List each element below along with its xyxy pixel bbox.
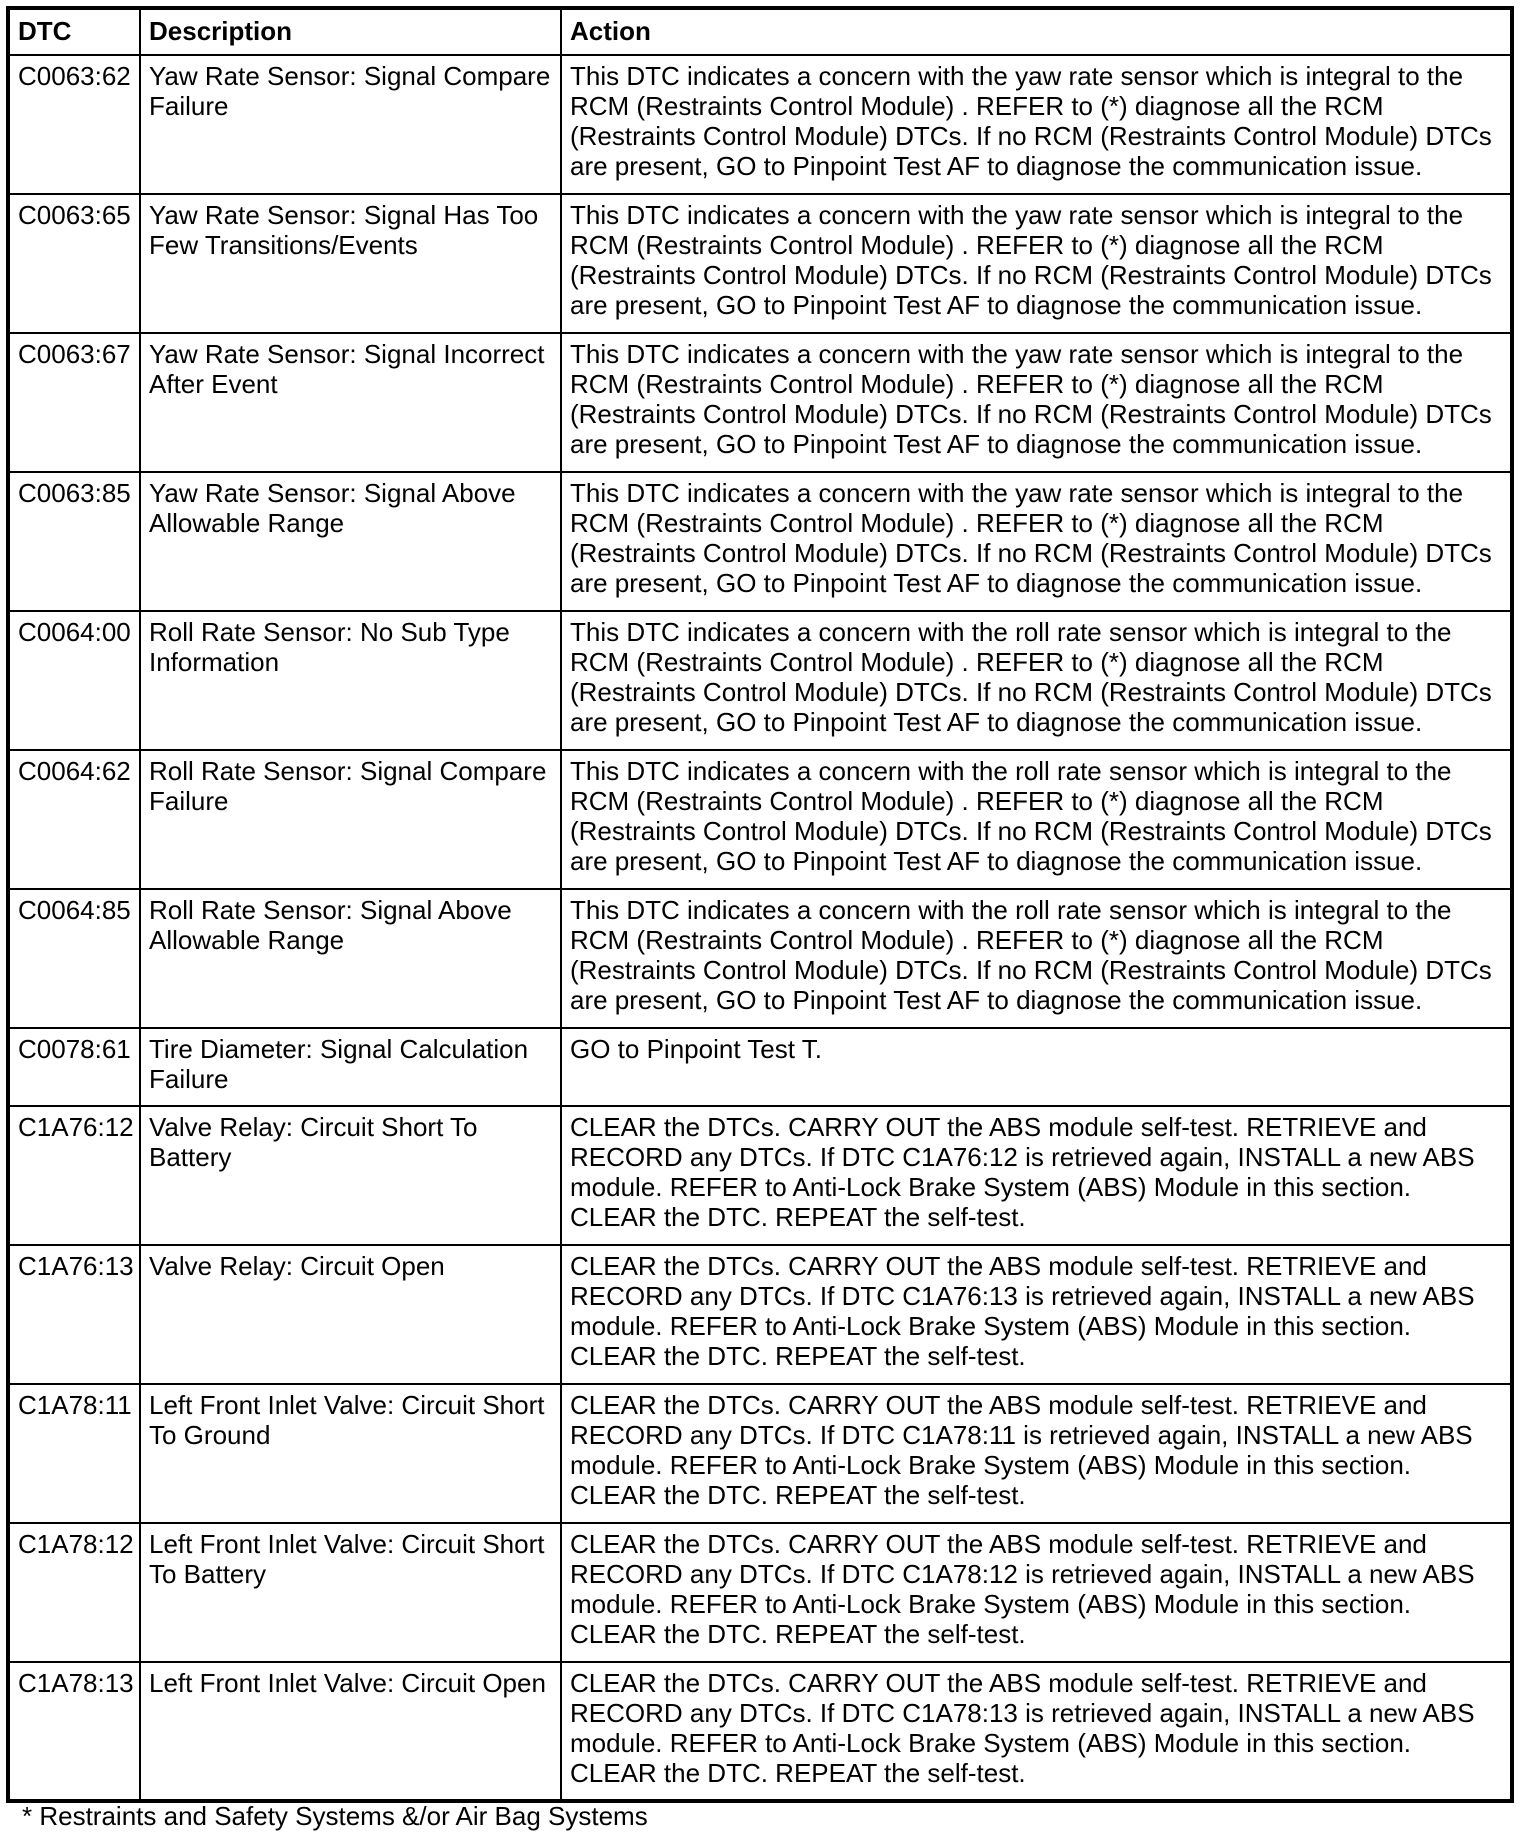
table-row: [8, 1384, 1512, 1523]
action-cell: This DTC indicates a concern with the roll rate sensor which is integral to the RCM (Restraints Control Module) . REFER to (*) diagnose all the RCM (Restraints Control Module) DTCs. If no RCM (Restraints Control Module) DTCs are present, GO to Pinpoint Test AF to diagnose the communication issue.: [561, 750, 1512, 889]
description-cell: Yaw Rate Sensor: Signal Has Too Few Transitions/Events: [140, 194, 561, 333]
description-cell: Left Front Inlet Valve: Circuit Short To Battery: [140, 1523, 561, 1662]
description-cell: Yaw Rate Sensor: Signal Above Allowable Range: [140, 472, 561, 611]
action-cell: CLEAR the DTCs. CARRY OUT the ABS module self-test. RETRIEVE and RECORD any DTCs. If DTC C1A78:12 is retrieved again, INSTALL a new ABS module. REFER to Anti-Lock Brake System (ABS) Module in this section. CLEAR the DTC. REPEAT the self-test.: [561, 1523, 1512, 1662]
description-cell: Tire Diameter: Signal Calculation Failure: [140, 1028, 561, 1106]
action-cell: CLEAR the DTCs. CARRY OUT the ABS module self-test. RETRIEVE and RECORD any DTCs. If DTC C1A76:12 is retrieved again, INSTALL a new ABS module. REFER to Anti-Lock Brake System (ABS) Module in this section. CLEAR the DTC. REPEAT the self-test.: [561, 1106, 1512, 1245]
dtc-code-cell: C1A76:12: [8, 1106, 140, 1245]
action-cell: This DTC indicates a concern with the yaw rate sensor which is integral to the RCM (Restraints Control Module) . REFER to (*) diagnose all the RCM (Restraints Control Module) DTCs. If no RCM (Restraints Control Module) DTCs are present, GO to Pinpoint Test AF to diagnose the communication issue.: [561, 194, 1512, 333]
table-row: [8, 611, 1512, 750]
table-row: [8, 750, 1512, 889]
dtc-code-cell: C0063:67: [8, 333, 140, 472]
action-cell: CLEAR the DTCs. CARRY OUT the ABS module self-test. RETRIEVE and RECORD any DTCs. If DTC C1A76:13 is retrieved again, INSTALL a new ABS module. REFER to Anti-Lock Brake System (ABS) Module in this section. CLEAR the DTC. REPEAT the self-test.: [561, 1245, 1512, 1384]
description-cell: Left Front Inlet Valve: Circuit Open: [140, 1662, 561, 1801]
action-cell: This DTC indicates a concern with the roll rate sensor which is integral to the RCM (Restraints Control Module) . REFER to (*) diagnose all the RCM (Restraints Control Module) DTCs. If no RCM (Restraints Control Module) DTCs are present, GO to Pinpoint Test AF to diagnose the communication issue.: [561, 889, 1512, 1028]
dtc-code-cell: C0063:62: [8, 55, 140, 194]
action-cell: This DTC indicates a concern with the yaw rate sensor which is integral to the RCM (Restraints Control Module) . REFER to (*) diagnose all the RCM (Restraints Control Module) DTCs. If no RCM (Restraints Control Module) DTCs are present, GO to Pinpoint Test AF to diagnose the communication issue.: [561, 333, 1512, 472]
dtc-code-cell: C1A78:11: [8, 1384, 140, 1523]
table-row: [8, 889, 1512, 1028]
table-row: [8, 472, 1512, 611]
dtc-code-cell: C1A76:13: [8, 1245, 140, 1384]
dtc-code-cell: C0063:65: [8, 194, 140, 333]
footnote: * Restraints and Safety Systems &/or Air Bag Systems: [22, 1801, 648, 1831]
header-description: Description: [140, 8, 561, 55]
description-cell: Yaw Rate Sensor: Signal Incorrect After Event: [140, 333, 561, 472]
table-row: [8, 1028, 1512, 1106]
dtc-code-cell: C0064:62: [8, 750, 140, 889]
dtc-table: [6, 6, 1514, 1803]
action-cell: This DTC indicates a concern with the roll rate sensor which is integral to the RCM (Restraints Control Module) . REFER to (*) diagnose all the RCM (Restraints Control Module) DTCs. If no RCM (Restraints Control Module) DTCs are present, GO to Pinpoint Test AF to diagnose the communication issue.: [561, 611, 1512, 750]
table-row: [8, 55, 1512, 194]
description-cell: Roll Rate Sensor: Signal Above Allowable Range: [140, 889, 561, 1028]
dtc-code-cell: C0078:61: [8, 1028, 140, 1106]
table-row: [8, 1662, 1512, 1801]
action-cell: CLEAR the DTCs. CARRY OUT the ABS module self-test. RETRIEVE and RECORD any DTCs. If DTC C1A78:11 is retrieved again, INSTALL a new ABS module. REFER to Anti-Lock Brake System (ABS) Module in this section. CLEAR the DTC. REPEAT the self-test.: [561, 1384, 1512, 1523]
table-row: [8, 1106, 1512, 1245]
description-cell: Roll Rate Sensor: Signal Compare Failure: [140, 750, 561, 889]
table-row: [8, 194, 1512, 333]
table-row: [8, 1245, 1512, 1384]
description-cell: Left Front Inlet Valve: Circuit Short To Ground: [140, 1384, 561, 1523]
table-row: [8, 333, 1512, 472]
table-header-row: [8, 8, 1512, 55]
dtc-code-cell: C0064:00: [8, 611, 140, 750]
description-cell: Valve Relay: Circuit Open: [140, 1245, 561, 1384]
action-cell: CLEAR the DTCs. CARRY OUT the ABS module self-test. RETRIEVE and RECORD any DTCs. If DTC C1A78:13 is retrieved again, INSTALL a new ABS module. REFER to Anti-Lock Brake System (ABS) Module in this section. CLEAR the DTC. REPEAT the self-test.: [561, 1662, 1512, 1801]
table-row: [8, 1523, 1512, 1662]
dtc-code-cell: C1A78:13: [8, 1662, 140, 1801]
description-cell: Roll Rate Sensor: No Sub Type Information: [140, 611, 561, 750]
dtc-code-cell: C0064:85: [8, 889, 140, 1028]
action-cell: GO to Pinpoint Test T.: [561, 1028, 1512, 1106]
header-dtc: DTC: [8, 8, 140, 55]
dtc-code-cell: C0063:85: [8, 472, 140, 611]
action-cell: This DTC indicates a concern with the yaw rate sensor which is integral to the RCM (Restraints Control Module) . REFER to (*) diagnose all the RCM (Restraints Control Module) DTCs. If no RCM (Restraints Control Module) DTCs are present, GO to Pinpoint Test AF to diagnose the communication issue.: [561, 55, 1512, 194]
header-action: Action: [561, 8, 1512, 55]
dtc-code-cell: C1A78:12: [8, 1523, 140, 1662]
description-cell: Valve Relay: Circuit Short To Battery: [140, 1106, 561, 1245]
description-cell: Yaw Rate Sensor: Signal Compare Failure: [140, 55, 561, 194]
action-cell: This DTC indicates a concern with the yaw rate sensor which is integral to the RCM (Restraints Control Module) . REFER to (*) diagnose all the RCM (Restraints Control Module) DTCs. If no RCM (Restraints Control Module) DTCs are present, GO to Pinpoint Test AF to diagnose the communication issue.: [561, 472, 1512, 611]
